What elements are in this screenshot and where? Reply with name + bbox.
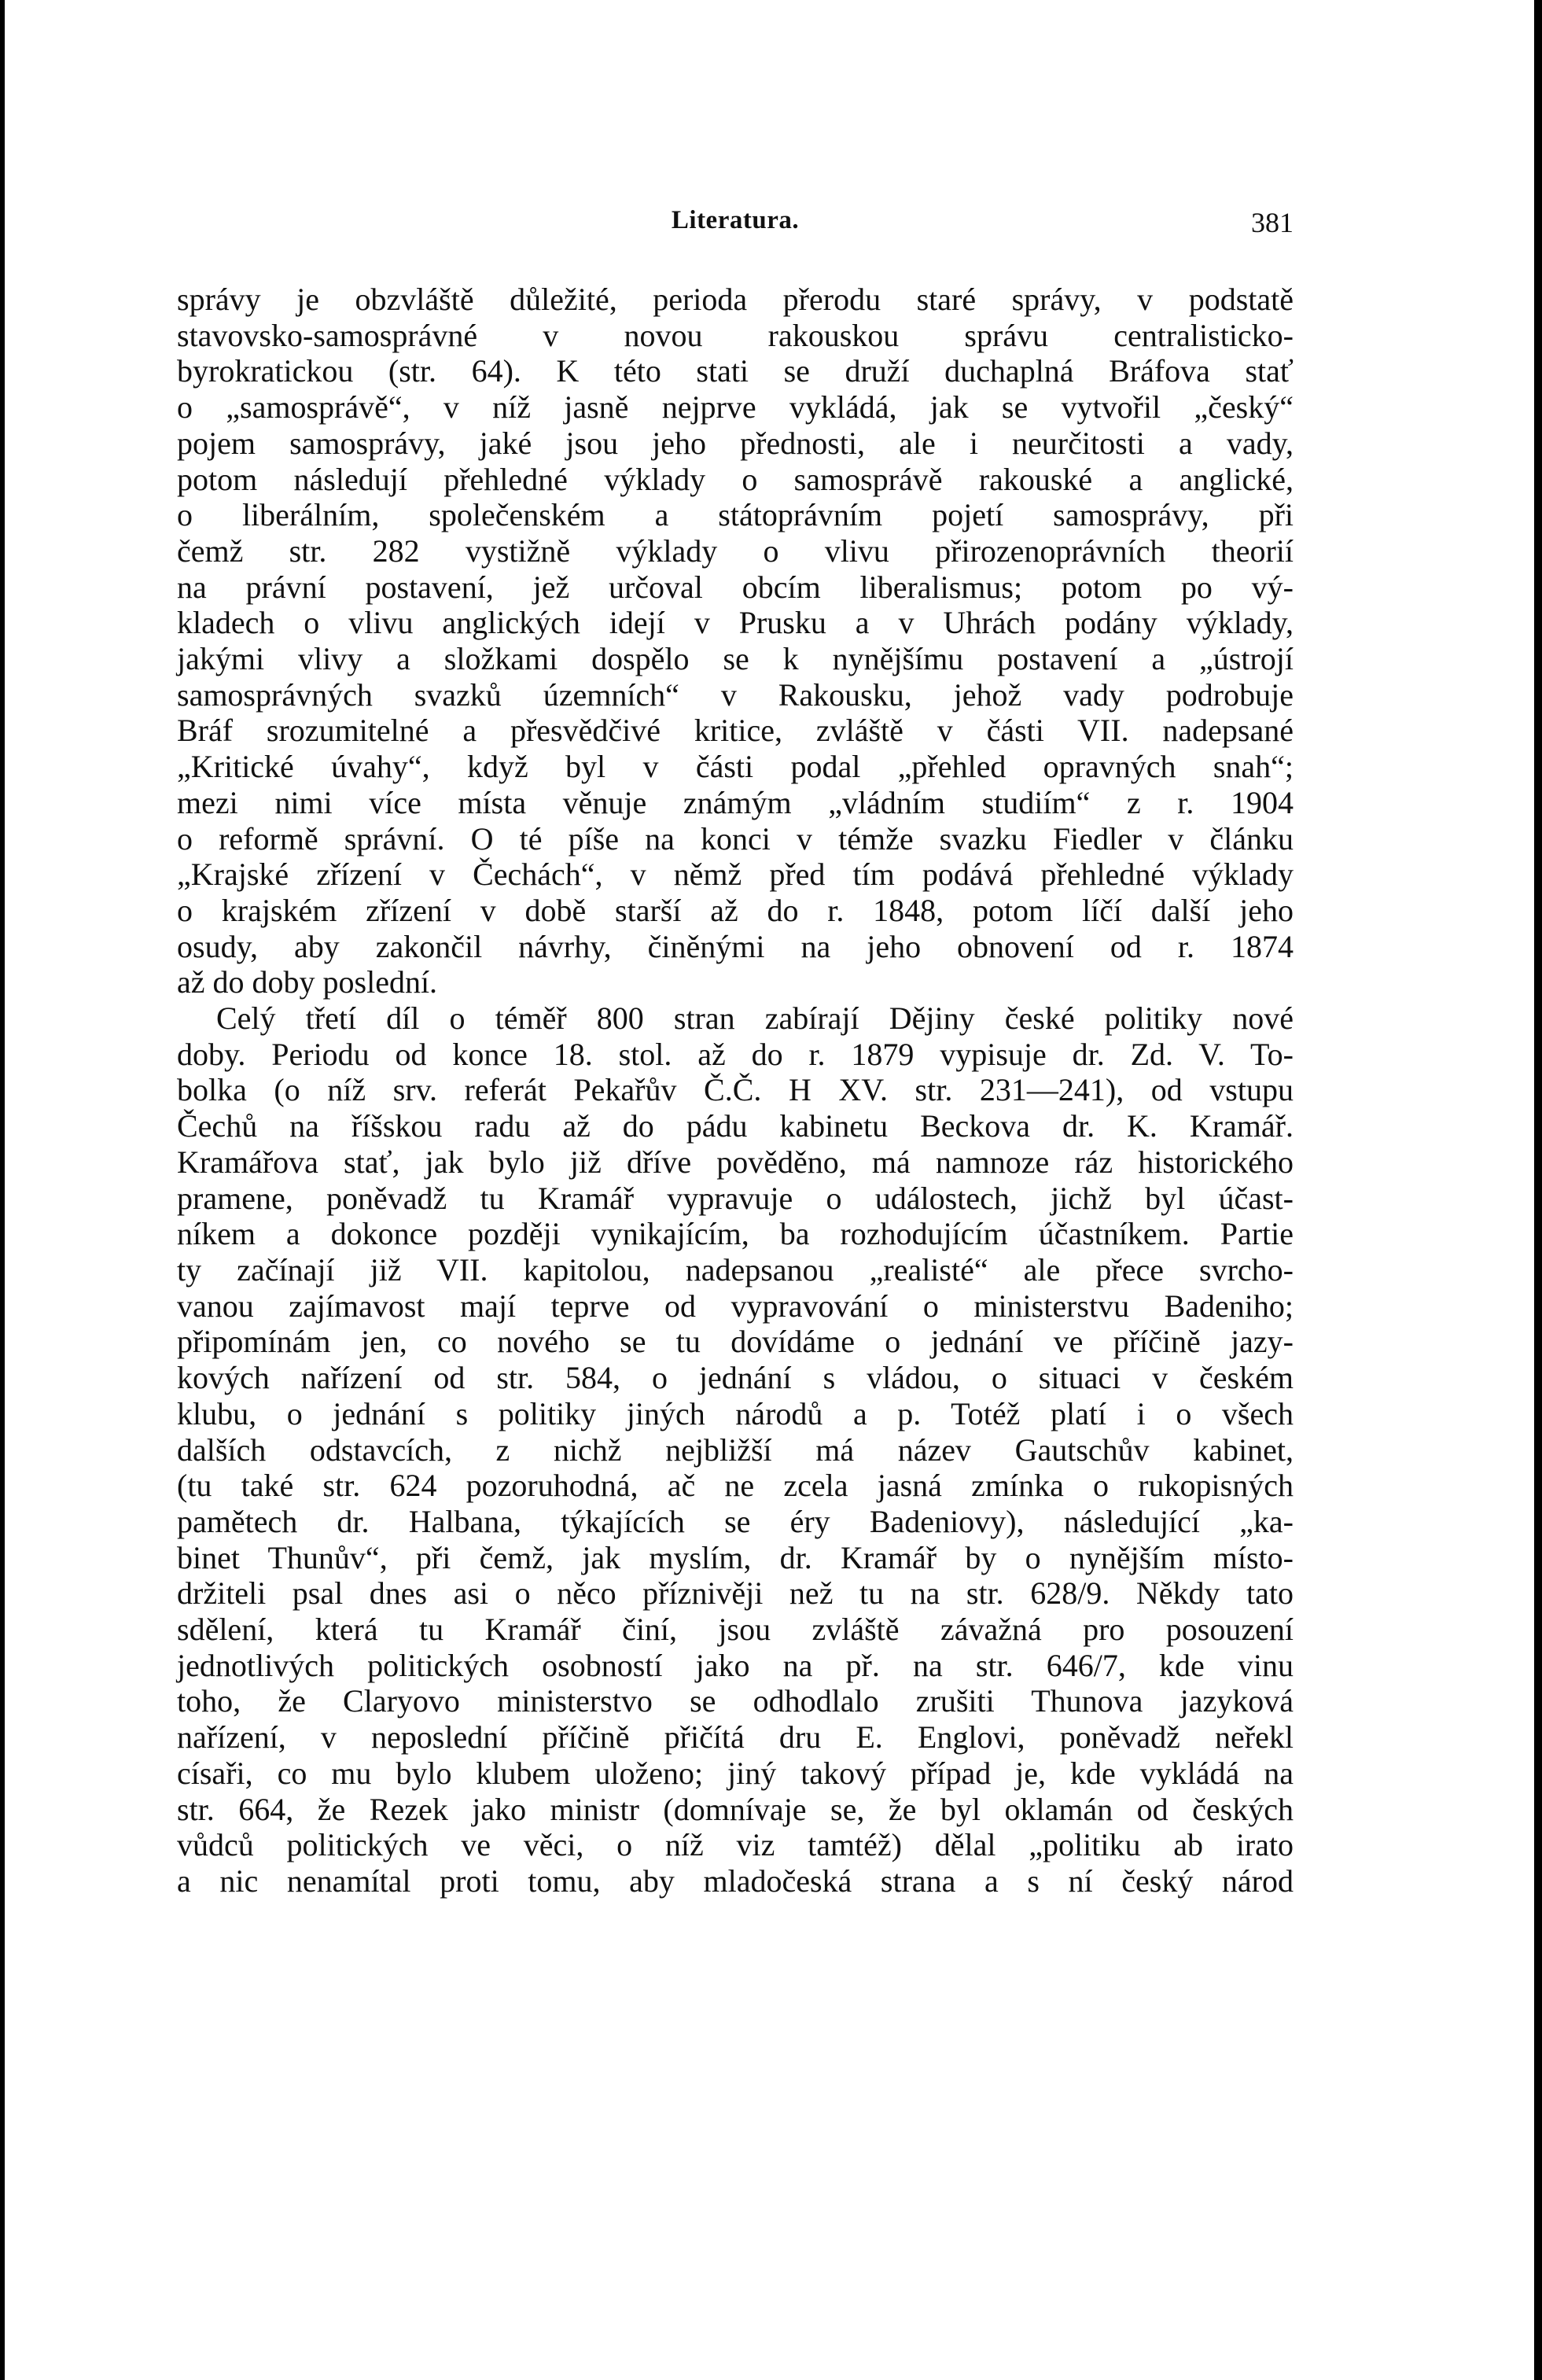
text-line: vůdců politických ve věci, o níž viz tamtéž) dělal „politiku ab irato — [177, 1827, 1294, 1863]
text-line: nařízení, v neposlední příčině přičítá dru E. Englovi, poněvadž neřekl — [177, 1719, 1294, 1756]
text-line: byrokratickou (str. 64). K této stati se druží duchaplná Bráfova stať — [177, 353, 1294, 389]
right-scan-edge — [1534, 0, 1542, 2380]
text-line: str. 664, že Rezek jako ministr (domnívaje se, že byl oklamán od českých — [177, 1791, 1294, 1827]
text-line: na právní postavení, jež určoval obcím liberalismus; potom po vý- — [177, 569, 1294, 605]
text-line: až do doby poslední. — [177, 964, 438, 1000]
text-line: pramene, poněvadž tu Kramář vypravuje o událostech, jichž byl účast- — [177, 1180, 1294, 1216]
text-line: toho, že Claryovo ministerstvo se odhodlalo zrušiti Thunova jazyková — [177, 1683, 1294, 1719]
text-line: (tu také str. 624 pozoruhodná, ač ne zcela jasná zmínka o rukopisných — [177, 1468, 1294, 1504]
body-text — [177, 282, 1294, 1899]
text-line: doby. Periodu od konce 18. stol. až do r. 1879 vypisuje dr. Zd. V. To- — [177, 1036, 1294, 1072]
page-header — [177, 206, 1294, 250]
text-line: čemž str. 282 vystižně výklady o vlivu přirozenoprávních theorií — [177, 532, 1294, 569]
text-line: držiteli psal dnes asi o něco příznivěji než tu na str. 628/9. Někdy tato — [177, 1575, 1294, 1612]
text-line: Bráf srozumitelné a přesvědčivé kritice, zvláště v části VII. nadepsané — [177, 713, 1294, 749]
text-line: dalších odstavcích, z nichž nejbližší má název Gautschův kabinet, — [177, 1431, 1294, 1468]
text-line: pojem samosprávy, jaké jsou jeho přednosti, ale i neurčitosti a vady, — [177, 425, 1294, 461]
text-line: císaři, co mu bylo klubem uloženo; jiný takový případ je, kde vykládá na — [177, 1755, 1294, 1791]
text-line: sdělení, která tu Kramář činí, jsou zvláště závažná pro posouzení — [177, 1612, 1294, 1648]
left-scan-edge — [0, 0, 5, 2380]
text-line: Celý třetí díl o téměř 800 stran zabírají Dějiny české politiky nové — [216, 1000, 1294, 1037]
running-title: Literatura. — [671, 206, 800, 234]
text-line: kových nařízení od str. 584, o jednání s vládou, o situaci v českém — [177, 1360, 1294, 1396]
text-line: připomínám jen, co nového se tu dovídáme o jednání ve příčině jazy- — [177, 1324, 1294, 1360]
text-line: „Kritické úvahy“, když byl v části podal „přehled opravných snah“; — [177, 749, 1294, 785]
text-line: klubu, o jednání s politiky jiných národů a p. Totéž platí i o všech — [177, 1395, 1294, 1431]
text-line: o krajském zřízení v době starší až do r. 1848, potom líčí další jeho — [177, 892, 1294, 928]
text-line: osudy, aby zakončil návrhy, činěnými na jeho obnovení od r. 1874 — [177, 928, 1294, 964]
text-line: stavovsko-samosprávné v novou rakouskou správu centralisticko- — [177, 317, 1294, 353]
page-number: 381 — [1251, 207, 1294, 238]
text-line: vanou zajímavost mají teprve od vypravování o ministerstvu Badeniho; — [177, 1288, 1294, 1324]
text-line: Čechů na říšskou radu až do pádu kabinetu Beckova dr. K. Kramář. — [177, 1108, 1294, 1144]
text-line: o „samosprávě“, v níž jasně nejprve vykládá, jak se vytvořil „český“ — [177, 389, 1294, 426]
text-line: ty začínají již VII. kapitolou, nadepsanou „realisté“ ale přece svrcho- — [177, 1251, 1294, 1288]
text-line: pamětech dr. Halbana, týkajících se éry Badeniovy), následující „ka- — [177, 1503, 1294, 1539]
text-line: o liberálním, společenském a státoprávním pojetí samosprávy, při — [177, 497, 1294, 533]
text-line: jakými vlivy a složkami dospělo se k nynějšímu postavení a „ústrojí — [177, 641, 1294, 677]
text-line: o reformě správní. O té píše na konci v témže svazku Fiedler v článku — [177, 820, 1294, 857]
text-line: kladech o vlivu anglických idejí v Prusku a v Uhrách podány výklady, — [177, 605, 1294, 641]
text-line: binet Thunův“, při čemž, jak myslím, dr. Kramář by o nynějším místo- — [177, 1539, 1294, 1575]
text-line: správy je obzvláště důležité, perioda přerodu staré správy, v podstatě — [177, 282, 1294, 317]
text-line: potom následují přehledné výklady o samosprávě rakouské a anglické, — [177, 461, 1294, 497]
text-line: „Krajské zřízení v Čechách“, v němž před tím podává přehledné výklady — [177, 857, 1294, 893]
text-line: níkem a dokonce později vynikajícím, ba rozhodujícím účastníkem. Partie — [177, 1216, 1294, 1252]
text-line: jednotlivých politických osobností jako na př. na str. 646/7, kde vinu — [177, 1647, 1294, 1683]
text-line: samosprávných svazků územních“ v Rakousku, jehož vady podrobuje — [177, 676, 1294, 713]
text-line: a nic nenamítal proti tomu, aby mladočeská strana a s ní český národ — [177, 1862, 1294, 1899]
text-line: bolka (o níž srv. referát Pekařův Č.Č. H XV. str. 231—241), od vstupu — [177, 1072, 1294, 1108]
text-line: Kramářova stať, jak bylo již dříve pověděno, má namnoze ráz historického — [177, 1144, 1294, 1180]
text-line: mezi nimi více místa věnuje známým „vládním studiím“ z r. 1904 — [177, 784, 1294, 820]
